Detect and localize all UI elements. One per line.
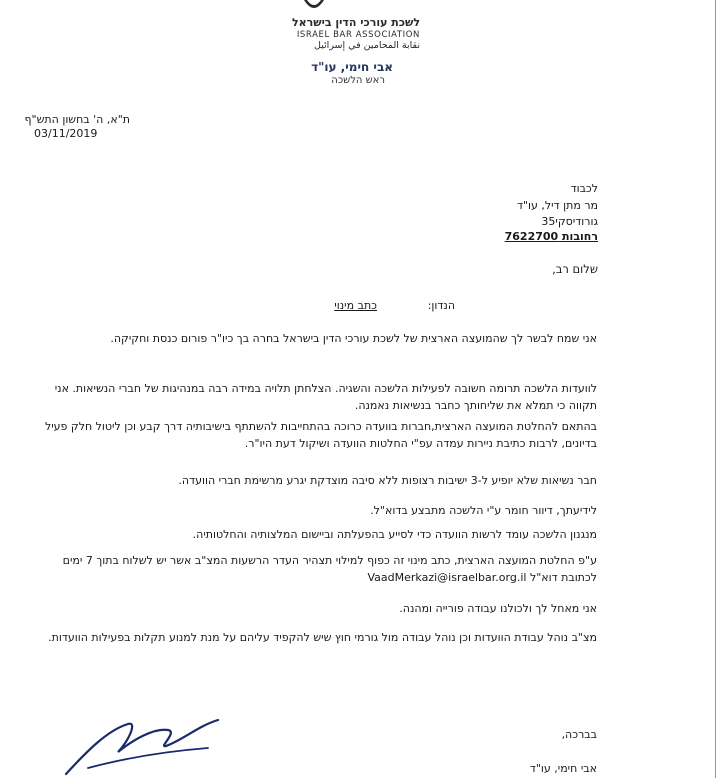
letterhead-logo xyxy=(250,0,430,60)
paragraph-8: אני מאחל לך ולכולנו עבודה פורייה ומהנה. xyxy=(399,602,597,615)
email-address: VaadMerkazi@israelbar.org.il xyxy=(367,570,527,584)
signer-name: אבי חימי, עו"ד xyxy=(529,762,597,775)
handwritten-signature-icon xyxy=(58,690,238,778)
date-hebrew: ת"א, ה' בחשון התש"ף xyxy=(24,113,130,126)
org-name-english: ISRAEL BAR ASSOCIATION xyxy=(296,30,420,40)
greeting: שלום רב, xyxy=(552,262,598,276)
recipient-line-2: מר מתן דיל, עו"ד xyxy=(516,199,598,212)
date-gregorian: 03/11/2019 xyxy=(34,127,98,140)
paragraph-5: לידיעתך, דיוור חומר ע"י הלשכה מתבצע בדוא"ל. xyxy=(370,504,597,517)
recipient-line-1: לכבוד xyxy=(570,182,598,195)
bar-association-emblem-icon xyxy=(302,0,326,16)
paragraph-7-text: ע"פ החלטת המועצה הארצית, כתב מינוי זה כפוף למילוי תצהיר העדר הרשעות המצ"ב אשר יש לשלוח בתוך 7 ימים לכתובת דוא"ל xyxy=(62,554,597,584)
paragraph-6: מנגנון הלשכה עומד לרשות הוועדה כדי לסייע בהפעלתה וביישום המלצותיה והחלטותיה. xyxy=(192,528,597,541)
head-name: אבי חימי, עו"ד xyxy=(311,60,393,74)
paragraph-9: מצ"ב נוהל עבודת הוועדות וכן נוהל עבודה מול גורמי חוץ שיש להקפיד עליהם על מנת למנוע תקלות בפעילות הוועדות. xyxy=(48,631,597,644)
subject-value: כתב מינוי xyxy=(334,299,377,312)
recipient-line-3: גורודיסקי35 xyxy=(541,215,598,228)
paragraph-2: לוועדות הלשכה תרומה חשובה לפעילות הלשכה והשגיה. הצלחתן תלויה במידה רבה במנהיגות של חברי הנשיאות. אני תקווה כי תמלא את שליחותך כחבר בנשיאות נאמנה. xyxy=(54,382,597,412)
head-role: ראש הלשכה xyxy=(331,75,385,86)
org-name-hebrew: לשכת עורכי הדין בישראל xyxy=(291,16,420,29)
paragraph-3: בהתאם להחלטת המועצה הארצית,חברות בוועדה כרוכה בהתחייבות להשתתף בישיבותיה דרך קבע וכן ליטול חלק פעיל בדיונים, לרבות כתיבת ניירות עמדה עפ"י החלטות הוועדה ושיקול דעת היו"ר. xyxy=(44,420,597,450)
paragraph-7 xyxy=(37,553,597,586)
closing: בברכה, xyxy=(561,728,597,741)
org-name-arabic: نقابة المحامين في إسرائيل xyxy=(313,40,420,51)
recipient-line-4: רחובות 7622700 xyxy=(504,230,598,243)
subject-label: הנדון: xyxy=(427,299,455,312)
paragraph-4: חבר נשיאות שלא יופיע ל-3 ישיבות רצופות ללא סיבה מוצדקת יגרע מרשימת חברי הוועדה. xyxy=(178,474,597,487)
paragraph-1: אני שמח לבשר לך שהמועצה הארצית של לשכת עורכי הדין בישראל בחרה בך כיו"ר פורום כנסת וחקיקה. xyxy=(110,332,597,345)
